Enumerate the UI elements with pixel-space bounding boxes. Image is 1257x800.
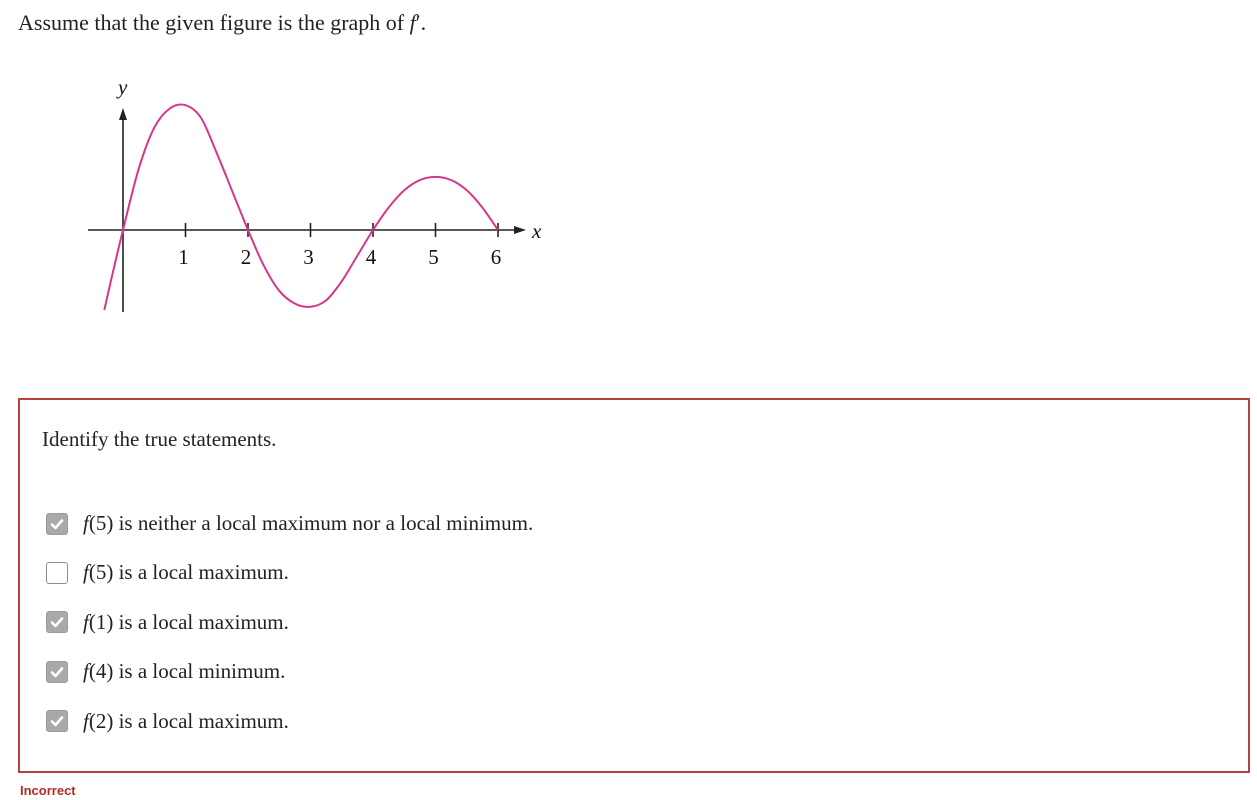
checked-checkbox[interactable] xyxy=(46,611,68,633)
option-4-function: f xyxy=(83,659,89,684)
graph-axes xyxy=(88,108,526,312)
option-3[interactable] xyxy=(46,610,533,635)
f-prime-curve xyxy=(104,104,498,310)
option-1-label xyxy=(83,511,533,536)
option-3-text: (1) is a local maximum. xyxy=(88,609,289,634)
question-panel xyxy=(18,398,1250,773)
option-4[interactable] xyxy=(46,659,533,684)
option-2[interactable] xyxy=(46,560,533,585)
option-2-label xyxy=(83,560,289,585)
x-axis-label: x xyxy=(532,219,542,243)
checked-checkbox[interactable] xyxy=(46,710,68,732)
option-5-text: (2) is a local maximum. xyxy=(88,708,289,733)
option-5-function: f xyxy=(83,708,89,733)
instruction-text: Identify the true statements. xyxy=(42,427,277,451)
x-tick-label-5: 5 xyxy=(428,245,439,269)
option-4-text: (4) is a local minimum. xyxy=(88,659,286,684)
derivative-graph xyxy=(80,70,560,330)
option-5[interactable] xyxy=(46,709,533,734)
question-prompt xyxy=(18,9,426,37)
option-2-text: (5) is a local maximum. xyxy=(88,560,289,585)
check-icon xyxy=(49,614,65,630)
option-5-label xyxy=(83,709,289,734)
option-1[interactable] xyxy=(46,511,533,536)
y-axis-arrow xyxy=(119,108,127,120)
option-1-function: f xyxy=(83,511,89,535)
check-icon xyxy=(49,516,65,532)
check-icon xyxy=(49,664,65,680)
x-axis-arrow xyxy=(514,226,526,234)
option-3-label xyxy=(83,610,289,635)
x-tick-label-6: 6 xyxy=(490,245,502,269)
prompt-function: f xyxy=(409,10,416,35)
checked-checkbox[interactable] xyxy=(46,661,68,683)
option-1-text: (5) is neither a local maximum nor a local minimum. xyxy=(88,511,534,535)
y-axis-label: y xyxy=(118,75,128,99)
option-4-label xyxy=(83,659,285,684)
x-tick-label-4: 4 xyxy=(365,245,377,269)
prompt-text: Assume that the given figure is the graph of xyxy=(18,10,405,35)
check-icon xyxy=(49,713,65,729)
status-label: Incorrect xyxy=(20,783,76,798)
options-list xyxy=(46,511,533,758)
prompt-prime: ′. xyxy=(415,10,427,35)
empty-checkbox-icon[interactable] xyxy=(46,562,68,584)
x-tick-label-2: 2 xyxy=(240,245,252,269)
x-tick-label-1: 1 xyxy=(178,245,189,269)
checked-checkbox[interactable] xyxy=(46,513,68,535)
option-2-function: f xyxy=(83,560,89,585)
x-tick-label-3: 3 xyxy=(303,245,314,269)
option-3-function: f xyxy=(83,609,89,634)
